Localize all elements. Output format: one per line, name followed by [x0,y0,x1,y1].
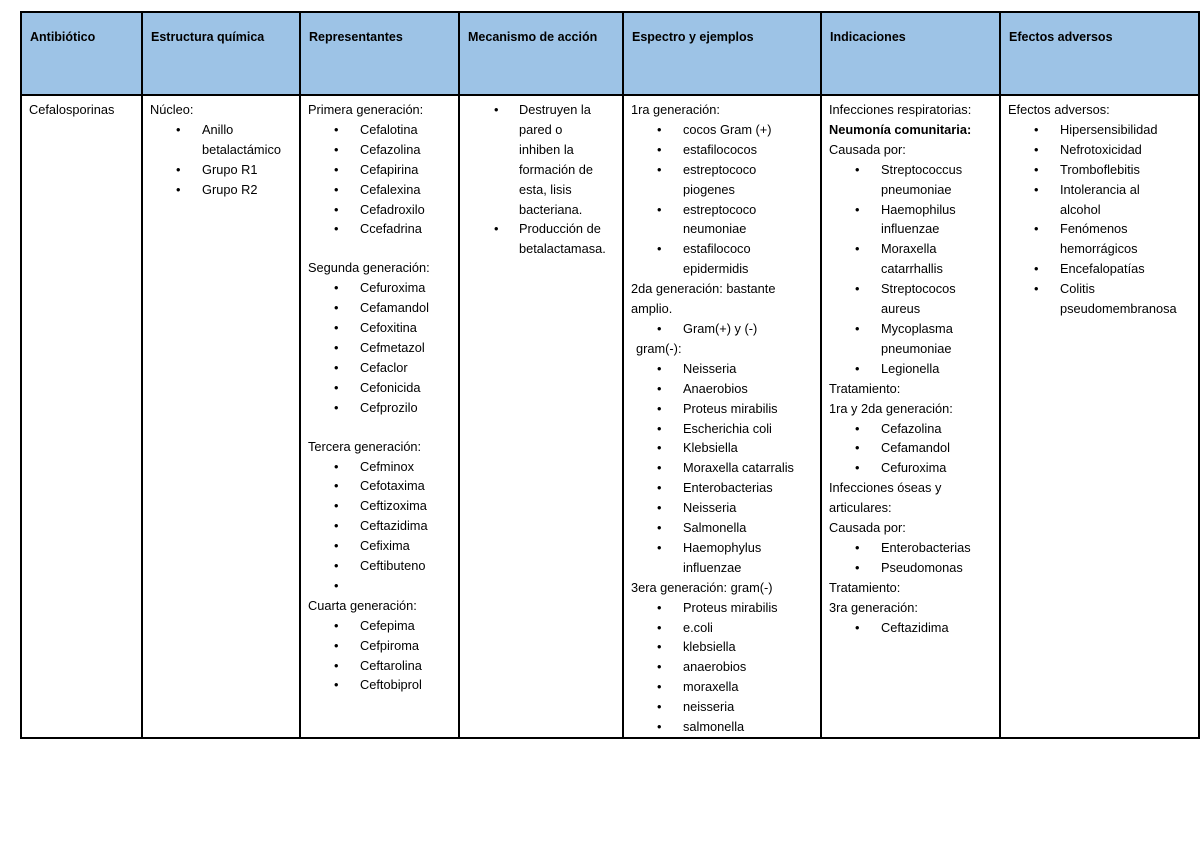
cell-mecanismo [459,95,623,738]
list-item-text: Nefrotoxicidad [1060,141,1142,157]
list-item [631,438,816,458]
bullet-icon: • [334,637,339,653]
cell-espectro [623,95,821,738]
bullet-icon: • [334,577,339,593]
list-item-text: Moraxella catarralis [683,460,794,476]
list-item-text: cocos Gram (+) [683,121,772,137]
list-item-text: estreptococo [683,161,757,177]
list-item [631,498,816,518]
espectro-third-gen: 3era generación: gram(-) [631,579,773,595]
list-item-text: pneumoniae [881,181,952,197]
bullet-icon: • [334,677,339,693]
bullet-icon: • [657,679,662,695]
bullet-icon: • [1034,261,1039,277]
bullet-icon: • [657,380,662,396]
list-item [829,438,995,458]
list-item [631,140,816,160]
bullet-icon: • [657,320,662,336]
list-item-text: estafilococo [683,241,751,257]
bullet-icon: • [334,141,339,157]
list-item [308,556,454,576]
list-item-text: Cefalotina [360,121,418,137]
cell-antibiotico [21,95,142,738]
bullet-icon: • [855,320,860,336]
bullet-icon: • [657,360,662,376]
list-item-text: catarrhallis [881,261,943,277]
bullet-icon: • [657,539,662,555]
efectos-heading: Efectos adversos: [1008,102,1110,117]
list-item-text: pneumoniae [881,340,952,356]
bullet-icon: • [334,498,339,514]
list-item-text: inhiben la [519,141,574,157]
list-item [308,140,454,160]
list-item-text: Cefuroxima [881,460,947,476]
bullet-icon: • [657,201,662,217]
bullet-icon: • [855,420,860,436]
bullet-icon: • [657,520,662,536]
indicaciones-respiratorias: Infecciones respiratorias: [829,102,972,117]
bullet-icon: • [334,657,339,673]
list-item-text: Cefamandol [881,440,951,456]
bullet-icon: • [334,121,339,137]
list-item-text: influenzae [881,221,940,237]
data-row [21,95,1199,738]
list-item-text: hemorrágicos [1060,241,1138,257]
bullet-icon: • [176,161,181,177]
bullet-icon: • [334,161,339,177]
list-item [631,518,816,538]
list-item-text: Cefazolina [360,141,421,157]
bullet-icon: • [334,221,339,237]
bullet-icon: • [334,280,339,296]
list-item [631,379,816,399]
list-item-text: Cefazolina [881,420,942,436]
bullet-icon: • [334,617,339,633]
list-item [631,598,816,618]
list-item [308,318,454,338]
list-item [308,219,454,239]
list-item-text: Ceftizoxima [360,498,427,514]
header-mecanismo: Mecanismo de acción [459,12,623,95]
list-item [308,120,454,140]
indicaciones-causada-1: Causada por: [829,141,906,157]
generation-heading: Tercera generación: [308,438,422,454]
list-item [467,219,618,259]
list-item [308,358,454,378]
list-item [631,657,816,677]
header-efectos: Efectos adversos [1000,12,1199,95]
bullet-icon: • [657,121,662,137]
list-item-text: estafilococos [683,141,757,157]
representantes-groups [308,100,454,695]
list-item-text: Moraxella [881,241,937,257]
list-item-text: Ccefadrina [360,221,422,237]
list-item [829,419,995,439]
list-item [308,338,454,358]
list-item-text: Encefalopatías [1060,261,1145,277]
list-item [1008,160,1194,180]
list-item-text: betalactámico [202,141,281,157]
list-item-text: Cefaclor [360,359,408,375]
list-item [631,359,816,379]
list-item-text: Cefminox [360,458,415,474]
bullet-icon: • [657,599,662,615]
bullet-icon: • [334,320,339,336]
list-item [308,636,454,656]
bullet-icon: • [855,619,860,635]
bullet-icon: • [334,300,339,316]
list-item-text: moraxella [683,679,739,695]
bullet-icon: • [494,221,499,237]
bullet-icon: • [334,379,339,395]
list-item [308,675,454,695]
header-row [21,12,1199,95]
list-item [631,697,816,717]
list-item-text: Salmonella [683,520,747,536]
indicaciones-oseas-cont: articulares: [829,500,892,516]
espectro-gram-neg-label: gram(-): [636,340,682,356]
indicaciones-gen-2: 3ra generación: [829,599,918,615]
list-item-text: formación de [519,161,593,177]
list-item [308,457,454,477]
efectos-list [1008,120,1194,319]
indicaciones-gen-1: 1ra y 2da generación: [829,400,953,416]
indicaciones-list-4 [829,618,995,638]
list-item-text: Cefamandol [360,300,430,316]
group-spacer [308,239,454,258]
list-item [1008,140,1194,160]
antibiotic-table [20,11,1200,739]
cell-efectos [1000,95,1199,738]
bullet-icon: • [1034,281,1039,297]
indicaciones-causada-2: Causada por: [829,520,906,536]
list-item-text: pseudomembranosa [1060,301,1177,317]
espectro-first-gen: 1ra generación: [631,102,720,117]
espectro-second-gen: 2da generación: bastante [631,281,776,297]
list-item-text [360,576,454,596]
list-item-text: Hipersensibilidad [1060,121,1158,137]
indicaciones-list-1 [829,160,995,379]
list-item-text: Intolerancia al [1060,181,1140,197]
list-item [829,618,995,638]
list-item [150,180,295,200]
bullet-icon: • [855,281,860,297]
list-item [308,398,454,418]
header-antibiotico: Antibiótico [21,12,142,95]
bullet-icon: • [657,659,662,675]
list-item-text: alcohol [1060,201,1101,217]
header-representantes: Representantes [300,12,459,95]
list-item-text: Anillo [202,121,234,137]
list-item [308,160,454,180]
list-item-text: Escherichia coli [683,420,772,436]
list-item-text: esta, lisis [519,181,572,197]
list-item-text: Cefpiroma [360,637,420,653]
mecanismo-list [467,100,618,259]
list-item-text: influenzae [683,559,742,575]
list-item [631,538,816,578]
list-item-text: Grupo R1 [202,161,258,177]
list-item-text: Haemophylus [683,539,762,555]
bullet-icon: • [855,201,860,217]
list-item [308,200,454,220]
bullet-icon: • [657,141,662,157]
bullet-icon: • [657,480,662,496]
list-item-text: pared o [519,121,563,137]
list-item [308,496,454,516]
list-item [1008,219,1194,259]
bullet-icon: • [334,201,339,217]
bullet-icon: • [657,440,662,456]
list-item-text: Cefoxitina [360,320,417,336]
list-item [829,200,995,240]
list-item [467,100,618,219]
list-item-text: Cefprozilo [360,399,418,415]
list-item-text: neisseria [683,699,735,715]
indicaciones-list-3 [829,538,995,578]
bullet-icon: • [657,719,662,735]
list-item-text: salmonella [683,719,745,735]
list-item-text: Legionella [881,360,940,376]
bullet-icon: • [334,518,339,534]
bullet-icon: • [657,400,662,416]
header-estructura: Estructura química [142,12,300,95]
bullet-icon: • [1034,161,1039,177]
list-item [631,319,816,339]
bullet-icon: • [855,559,860,575]
bullet-icon: • [657,699,662,715]
list-item-text: Proteus mirabilis [683,599,778,615]
list-item [308,576,454,596]
list-item-text: Tromboflebitis [1060,161,1140,177]
list-item-text: Streptococos [881,281,956,297]
list-item [829,359,995,379]
list-item-text: Cefuroxima [360,280,426,296]
generation-heading: Primera generación: [308,102,424,117]
bullet-icon: • [855,241,860,257]
bullet-icon: • [1034,121,1039,137]
list-item [1008,259,1194,279]
list-item-text: Cefepima [360,617,415,633]
indicaciones-neumonia: Neumonía comunitaria: [829,121,972,137]
list-item-text: piogenes [683,181,735,197]
indicaciones-tratamiento-1: Tratamiento: [829,380,901,396]
bullet-icon: • [176,121,181,137]
espectro-third-list [631,598,816,737]
indicaciones-list-2 [829,419,995,479]
list-item [829,319,995,359]
generation-heading: Segunda generación: [308,260,430,276]
list-item [308,536,454,556]
espectro-second-list [631,359,816,578]
bullet-icon: • [334,359,339,375]
list-item-text: Cefotaxima [360,478,425,494]
list-item [1008,279,1194,319]
bullet-icon: • [657,420,662,436]
list-item [829,538,995,558]
list-item-text: Cefixima [360,538,410,554]
list-item-text: Cefapirina [360,161,419,177]
bullet-icon: • [855,161,860,177]
list-item-text: epidermidis [683,261,749,277]
list-item-text: Producción de [519,221,601,237]
list-item-text: Ceftazidima [881,619,949,635]
list-item-text: klebsiella [683,639,736,655]
bullet-icon: • [855,539,860,555]
list-item [308,298,454,318]
list-item [829,558,995,578]
bullet-icon: • [657,500,662,516]
espectro-first-list [631,120,816,279]
list-item-text: Colitis [1060,281,1095,297]
cell-indicaciones [821,95,1000,738]
estructura-list [150,120,295,200]
list-item [631,458,816,478]
list-item [308,516,454,536]
list-item-text: Ceftibuteno [360,558,426,574]
list-item [1008,180,1194,220]
bullet-icon: • [657,639,662,655]
bullet-icon: • [334,181,339,197]
list-item-text: Enterobacterias [881,539,971,555]
bullet-icon: • [657,161,662,177]
list-item-text: Ceftarolina [360,657,422,673]
header-espectro: Espectro y ejemplos [623,12,821,95]
bullet-icon: • [334,458,339,474]
list-item-text: Ceftobiprol [360,677,422,693]
generation-heading: Cuarta generación: [308,597,417,613]
list-item-text: Cefalexina [360,181,421,197]
list-item-text: Pseudomonas [881,559,963,575]
list-item-text: Neisseria [683,500,737,516]
list-item [829,458,995,478]
list-item-text: Mycoplasma [881,320,953,336]
cell-representantes [300,95,459,738]
list-item [829,239,995,279]
list-item-text: Grupo R2 [202,181,258,197]
list-item-text: Anaerobios [683,380,748,396]
list-item [631,478,816,498]
bullet-icon: • [334,399,339,415]
list-item [308,656,454,676]
bullet-icon: • [334,538,339,554]
bullet-icon: • [176,181,181,197]
list-item-text: Destruyen la [519,102,591,117]
antibiotic-name: Cefalosporinas [29,102,115,117]
list-item-text: betalactamasa. [519,241,606,257]
list-item [308,616,454,636]
list-item [631,399,816,419]
list-item-text: Proteus mirabilis [683,400,778,416]
header-indicaciones: Indicaciones [821,12,1000,95]
list-item-text: Cefonicida [360,379,421,395]
list-item-text: Ceftazidima [360,518,428,534]
list-item [631,120,816,140]
list-item-text: e.coli [683,619,713,635]
cell-estructura [142,95,300,738]
espectro-gram-both: Gram(+) y (-) [683,320,758,336]
estructura-heading: Núcleo: [150,102,194,117]
bullet-icon: • [334,478,339,494]
list-item [308,180,454,200]
bullet-icon: • [657,619,662,635]
list-item [631,618,816,638]
bullet-icon: • [334,339,339,355]
list-item [631,677,816,697]
list-item [829,160,995,200]
list-item [631,239,816,279]
list-item [829,279,995,319]
list-item-text: aureus [881,301,921,317]
list-item [308,278,454,298]
bullet-icon: • [855,440,860,456]
list-item-text: Cefadroxilo [360,201,425,217]
list-item [631,200,816,240]
list-item [631,637,816,657]
list-item [631,419,816,439]
indicaciones-oseas: Infecciones óseas y [829,480,942,496]
espectro-second-gen-cont: amplio. [631,301,673,317]
group-spacer [308,418,454,437]
bullet-icon: • [1034,221,1039,237]
list-item-text: Enterobacterias [683,480,773,496]
list-item-text: bacteriana. [519,201,583,217]
bullet-icon: • [855,460,860,476]
list-item [308,476,454,496]
list-item [1008,120,1194,140]
list-item [631,717,816,737]
bullet-icon: • [494,102,499,117]
bullet-icon: • [1034,141,1039,157]
bullet-icon: • [657,460,662,476]
list-item-text: neumoniae [683,221,747,237]
list-item-text: Neisseria [683,360,737,376]
list-item-text: Cefmetazol [360,339,425,355]
bullet-icon: • [1034,181,1039,197]
list-item [150,160,295,180]
list-item-text: Haemophilus [881,201,956,217]
bullet-icon: • [334,558,339,574]
indicaciones-tratamiento-2: Tratamiento: [829,579,901,595]
list-item-text: Klebsiella [683,440,738,456]
list-item-text: Fenómenos [1060,221,1128,237]
list-item-text: estreptococo [683,201,757,217]
bullet-icon: • [855,360,860,376]
bullet-icon: • [657,241,662,257]
list-item [308,378,454,398]
list-item [631,160,816,200]
list-item [150,120,295,160]
list-item-text: Streptococcus [881,161,963,177]
list-item-text: anaerobios [683,659,747,675]
